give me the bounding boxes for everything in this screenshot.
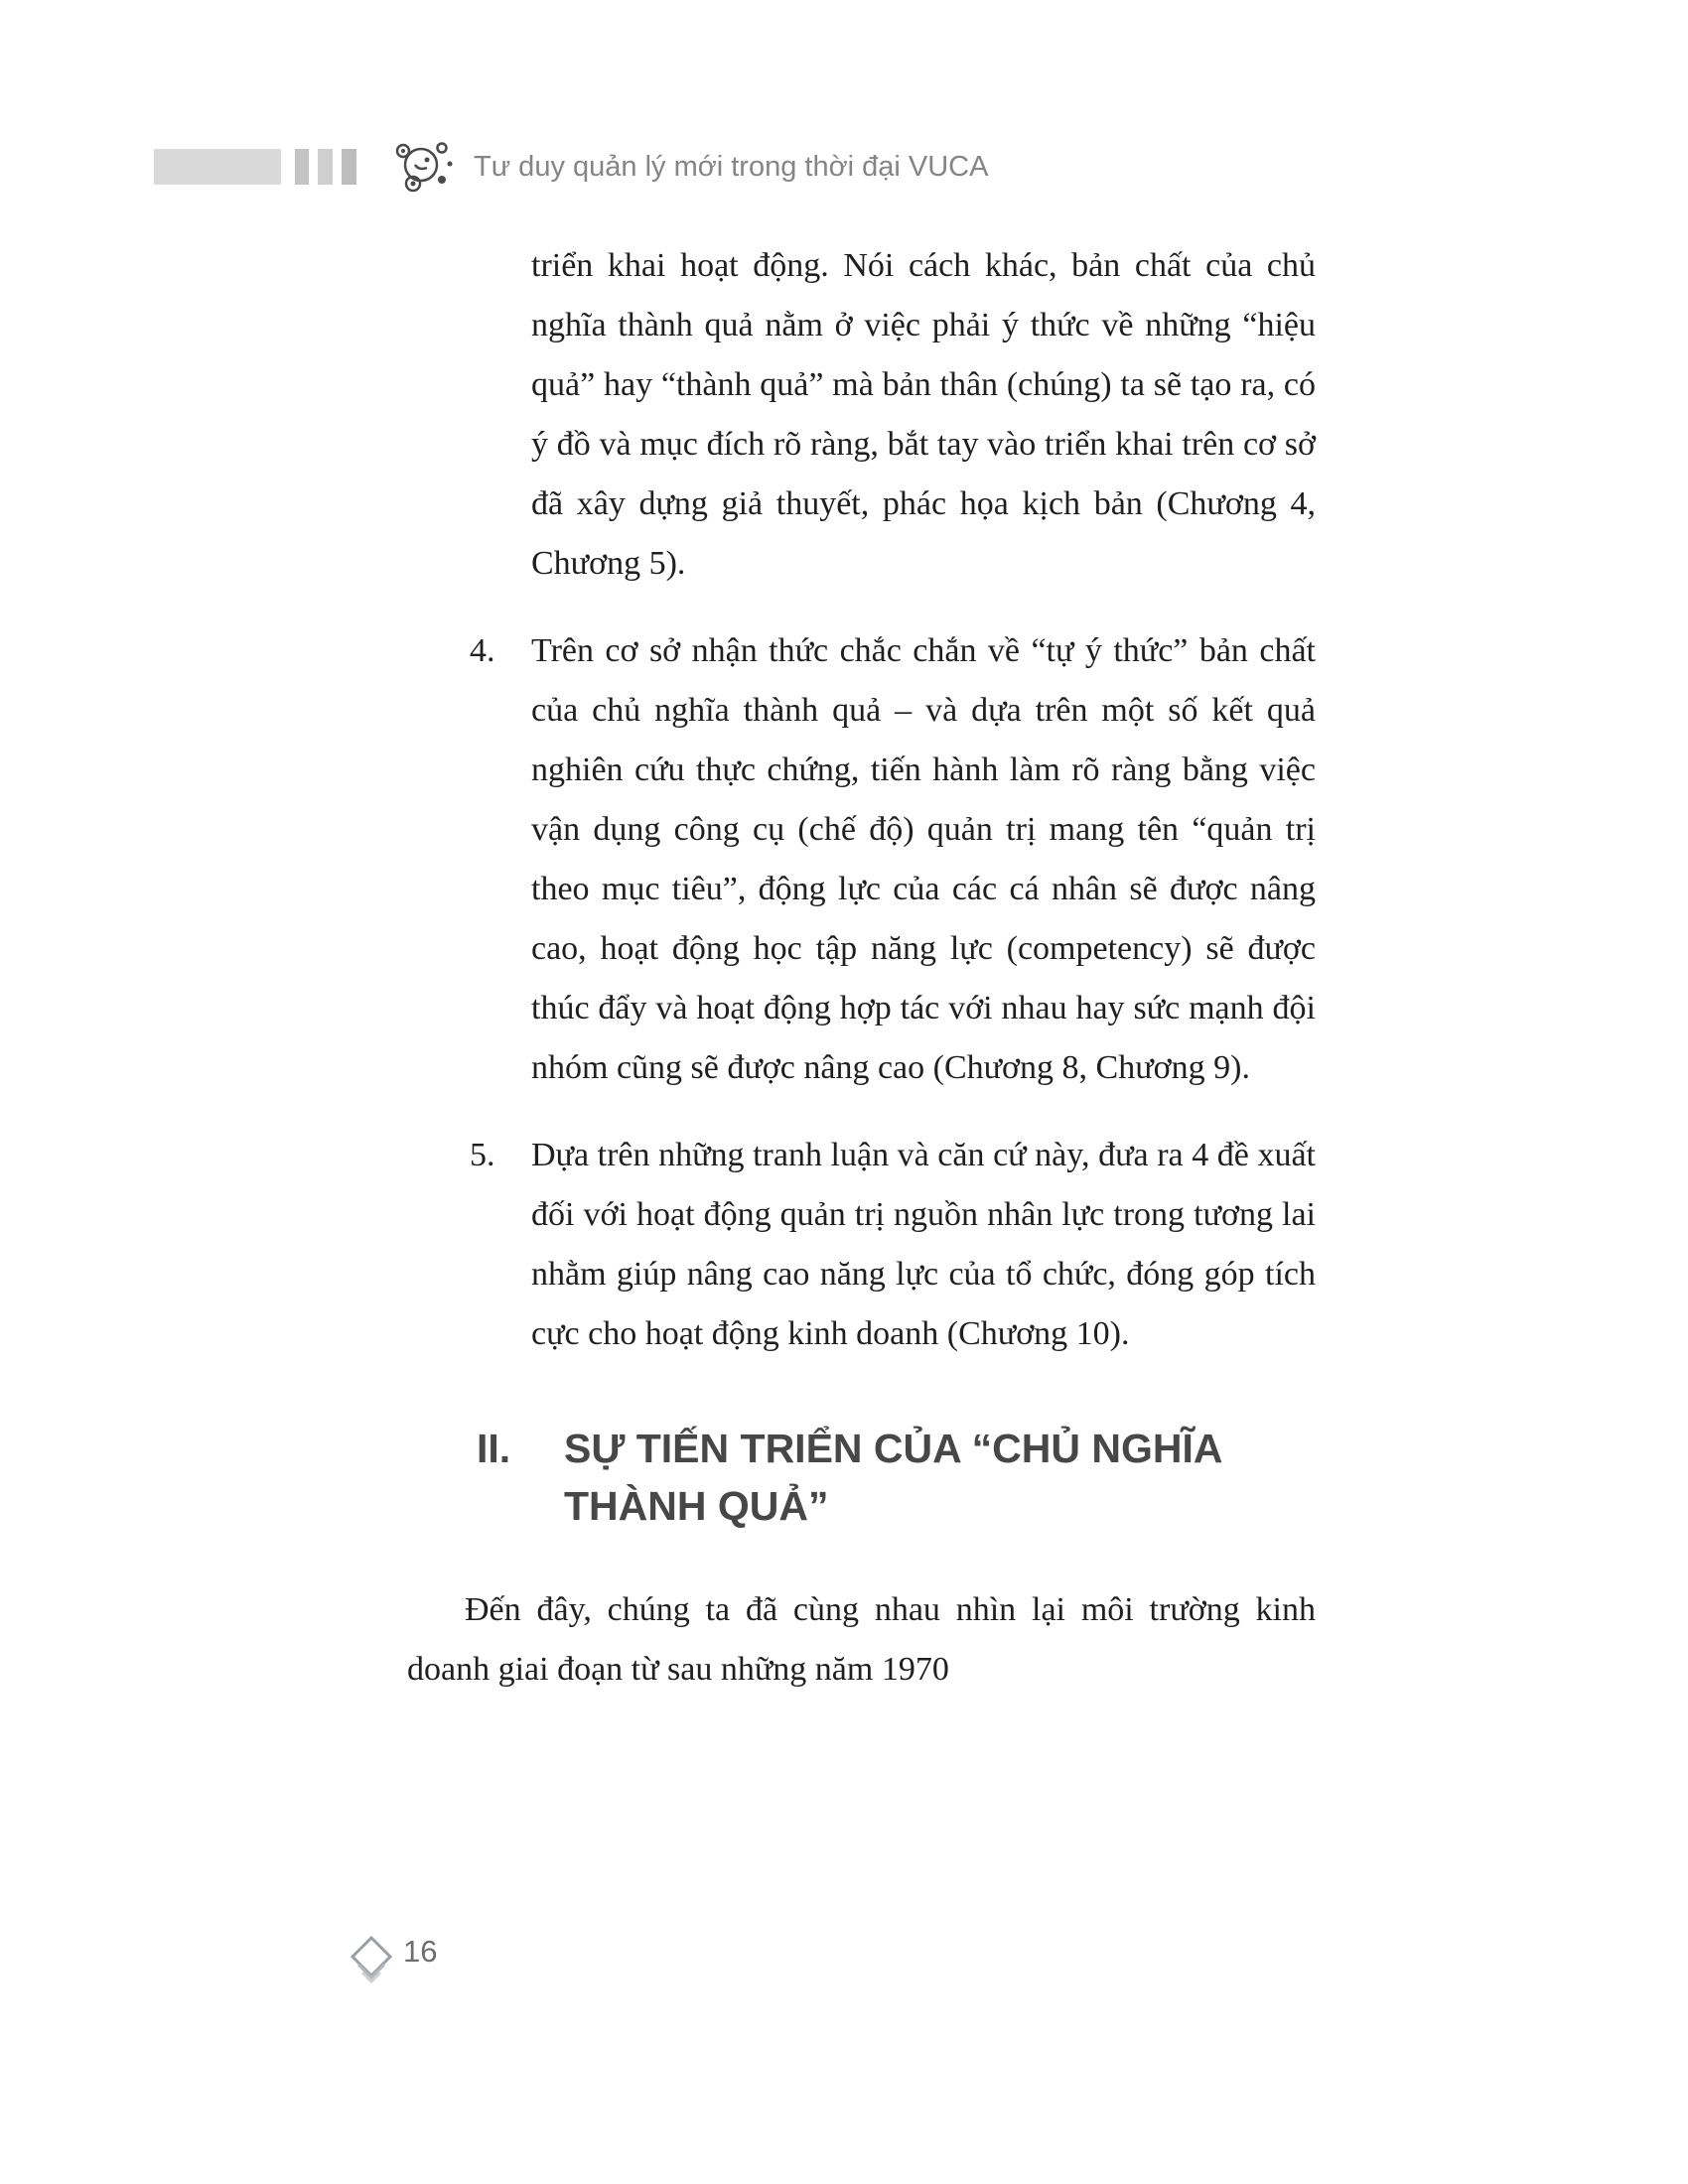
- list-item-5: [470, 1126, 1316, 1364]
- header-bar: [342, 149, 356, 185]
- header-decoration-bars: [154, 149, 356, 185]
- page-footer: [350, 1936, 437, 1987]
- page-number: 16: [403, 1934, 438, 1969]
- header-bar: [154, 149, 281, 185]
- header-bar: [318, 149, 333, 185]
- paragraph-closing: Đến đây, chúng ta đã cùng nhau nhìn lại môi trường kinh doanh giai đoạn từ sau những năm 1970: [407, 1591, 1316, 1688]
- page-content: [407, 236, 1316, 1700]
- list-text: Trên cơ sở nhận thức chắc chắn về “tự ý thức” bản chất của chủ nghĩa thành quả – và dựa trên một số kết quả nghiên cứu thực chứng, tiến hành làm rõ ràng bằng việc vận dụng công cụ (chế độ) quản trị mang tên “quản trị theo mục tiêu”, động lực của các cá nhân sẽ được nâng cao, hoạt động học tập năng lực (competency) sẽ được thúc đẩy và hoạt động hợp tác với nhau hay sức mạnh đội nhóm cũng sẽ được nâng cao (Chương 8, Chương 9).: [531, 632, 1316, 1086]
- section-heading: [477, 1420, 1316, 1535]
- list-item-4: [470, 621, 1316, 1098]
- paragraph-continuation: triển khai hoạt động. Nói cách khác, bản chất của chủ nghĩa thành quả nằm ở việc phải ý thức về những “hiệu quả” hay “thành quả” mà bản thân (chúng) ta sẽ tạo ra, có ý đồ và mục đích rõ ràng, bắt tay vào triển khai trên cơ sở đã xây dựng giả thuyết, phác họa kịch bản (Chương 4, Chương 5).: [531, 247, 1316, 582]
- list-number: 4.: [470, 632, 495, 669]
- section-numeral: II.: [477, 1426, 511, 1471]
- list-number: 5.: [470, 1137, 495, 1173]
- running-head-title: Tư duy quản lý mới trong thời đại VUCA: [474, 150, 989, 183]
- page-header: [154, 139, 988, 195]
- brain-gears-icon: [390, 138, 456, 196]
- list-text: Dựa trên những tranh luận và căn cứ này, đưa ra 4 đề xuất đối với hoạt động quản trị nguồn nhân lực trong tương lai nhằm giúp nâng cao năng lực của tổ chức, đóng góp tích cực cho hoạt động kinh doanh (Chương 10).: [531, 1137, 1316, 1352]
- diamond-logo-icon: [350, 1936, 393, 1987]
- header-bar: [295, 149, 309, 185]
- section-title: SỰ TIẾN TRIỂN CỦA “CHỦ NGHĨA THÀNH QUẢ”: [564, 1426, 1221, 1529]
